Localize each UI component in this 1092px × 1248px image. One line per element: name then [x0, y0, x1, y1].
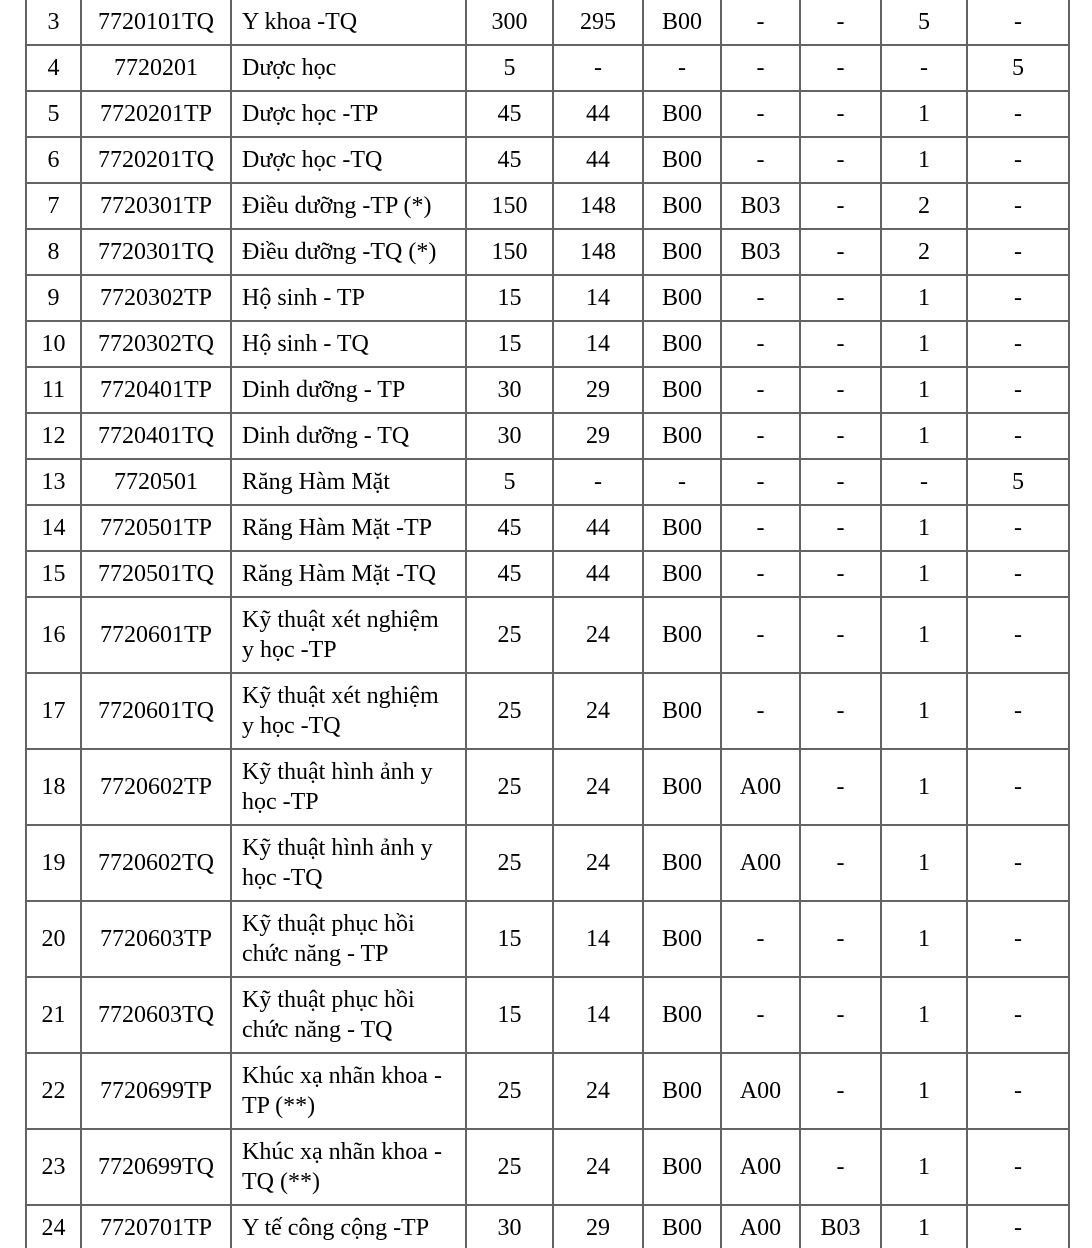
program-name-cell: Y tế công cộng -TP	[231, 1205, 466, 1248]
cell-c5: 24	[553, 597, 643, 673]
table-row	[26, 673, 1069, 749]
table-row	[26, 749, 1069, 825]
cell-c9: 1	[881, 367, 967, 413]
table-row	[26, 91, 1069, 137]
table-row	[26, 0, 1069, 45]
cell-c7: -	[721, 0, 800, 45]
cell-c8: -	[800, 977, 881, 1053]
stt-cell: 21	[26, 977, 81, 1053]
cell-c8: -	[800, 1129, 881, 1205]
cell-c8: -	[800, 45, 881, 91]
table-row	[26, 45, 1069, 91]
cell-c5: 24	[553, 825, 643, 901]
cell-c9: 1	[881, 551, 967, 597]
cell-c5: 44	[553, 551, 643, 597]
program-name-cell: Kỹ thuật xét nghiệm y học -TQ	[231, 673, 466, 749]
cell-c4: 45	[466, 91, 553, 137]
program-name-cell: Kỹ thuật phục hồi chức năng - TP	[231, 901, 466, 977]
cell-c8: B03	[800, 1205, 881, 1248]
cell-c10: -	[967, 597, 1069, 673]
cell-c6: B00	[643, 367, 721, 413]
program-code-cell: 7720401TP	[81, 367, 231, 413]
program-name-cell: Dược học -TQ	[231, 137, 466, 183]
cell-c9: 1	[881, 275, 967, 321]
stt-cell: 19	[26, 825, 81, 901]
table-row	[26, 505, 1069, 551]
cell-c6: B00	[643, 977, 721, 1053]
program-code-cell: 7720603TP	[81, 901, 231, 977]
program-code-cell: 7720301TP	[81, 183, 231, 229]
stt-cell: 4	[26, 45, 81, 91]
program-code-cell: 7720601TQ	[81, 673, 231, 749]
cell-c6: B00	[643, 137, 721, 183]
cell-c6: B00	[643, 551, 721, 597]
cell-c9: 1	[881, 749, 967, 825]
cell-c10: -	[967, 1205, 1069, 1248]
admissions-table-body	[26, 0, 1069, 1248]
program-name-cell: Dinh dưỡng - TQ	[231, 413, 466, 459]
cell-c5: 29	[553, 413, 643, 459]
cell-c9: 1	[881, 505, 967, 551]
program-name-cell: Điều dưỡng -TQ (*)	[231, 229, 466, 275]
cell-c9: 1	[881, 977, 967, 1053]
cell-c5: 44	[553, 505, 643, 551]
cell-c6: B00	[643, 901, 721, 977]
program-code-cell: 7720699TP	[81, 1053, 231, 1129]
cell-c7: -	[721, 45, 800, 91]
cell-c10: -	[967, 413, 1069, 459]
cell-c6: B00	[643, 505, 721, 551]
stt-cell: 24	[26, 1205, 81, 1248]
cell-c7: -	[721, 275, 800, 321]
cell-c4: 150	[466, 183, 553, 229]
cell-c6: B00	[643, 1053, 721, 1129]
program-name-cell: Dược học	[231, 45, 466, 91]
cell-c10: -	[967, 321, 1069, 367]
cell-c6: B00	[643, 597, 721, 673]
cell-c9: -	[881, 459, 967, 505]
cell-c9: 5	[881, 0, 967, 45]
program-code-cell: 7720302TQ	[81, 321, 231, 367]
program-name-cell: Khúc xạ nhãn khoa - TQ (**)	[231, 1129, 466, 1205]
stt-cell: 15	[26, 551, 81, 597]
cell-c8: -	[800, 229, 881, 275]
cell-c5: -	[553, 459, 643, 505]
cell-c9: -	[881, 45, 967, 91]
cell-c8: -	[800, 551, 881, 597]
cell-c7: -	[721, 91, 800, 137]
cell-c9: 2	[881, 183, 967, 229]
cell-c6: B00	[643, 229, 721, 275]
stt-cell: 18	[26, 749, 81, 825]
stt-cell: 9	[26, 275, 81, 321]
program-code-cell: 7720699TQ	[81, 1129, 231, 1205]
cell-c8: -	[800, 367, 881, 413]
program-name-cell: Kỹ thuật hình ảnh y học -TQ	[231, 825, 466, 901]
program-name-cell: Kỹ thuật xét nghiệm y học -TP	[231, 597, 466, 673]
cell-c7: A00	[721, 1205, 800, 1248]
table-row	[26, 137, 1069, 183]
cell-c8: -	[800, 505, 881, 551]
cell-c10: -	[967, 183, 1069, 229]
cell-c8: -	[800, 459, 881, 505]
table-row	[26, 275, 1069, 321]
cell-c5: 14	[553, 901, 643, 977]
cell-c7: -	[721, 459, 800, 505]
cell-c7: A00	[721, 749, 800, 825]
table-row	[26, 183, 1069, 229]
cell-c8: -	[800, 901, 881, 977]
cell-c10: -	[967, 91, 1069, 137]
cell-c7: -	[721, 977, 800, 1053]
cell-c7: B03	[721, 229, 800, 275]
cell-c5: 29	[553, 1205, 643, 1248]
cell-c9: 1	[881, 825, 967, 901]
stt-cell: 10	[26, 321, 81, 367]
cell-c5: 24	[553, 1053, 643, 1129]
cell-c5: 295	[553, 0, 643, 45]
cell-c8: -	[800, 321, 881, 367]
program-code-cell: 7720501TP	[81, 505, 231, 551]
cell-c7: -	[721, 505, 800, 551]
table-row	[26, 901, 1069, 977]
stt-cell: 12	[26, 413, 81, 459]
program-code-cell: 7720201	[81, 45, 231, 91]
cell-c4: 25	[466, 825, 553, 901]
cell-c10: -	[967, 749, 1069, 825]
stt-cell: 3	[26, 0, 81, 45]
cell-c5: 14	[553, 321, 643, 367]
program-code-cell: 7720602TP	[81, 749, 231, 825]
cell-c5: -	[553, 45, 643, 91]
cell-c5: 148	[553, 183, 643, 229]
cell-c9: 1	[881, 413, 967, 459]
stt-cell: 22	[26, 1053, 81, 1129]
cell-c6: B00	[643, 1205, 721, 1248]
cell-c10: -	[967, 673, 1069, 749]
cell-c9: 1	[881, 321, 967, 367]
program-code-cell: 7720101TQ	[81, 0, 231, 45]
program-name-cell: Hộ sinh - TQ	[231, 321, 466, 367]
cell-c10: -	[967, 505, 1069, 551]
program-code-cell: 7720602TQ	[81, 825, 231, 901]
cell-c6: B00	[643, 413, 721, 459]
cell-c4: 300	[466, 0, 553, 45]
program-name-cell: Điều dưỡng -TP (*)	[231, 183, 466, 229]
cell-c7: A00	[721, 825, 800, 901]
table-row	[26, 1053, 1069, 1129]
cell-c4: 15	[466, 275, 553, 321]
cell-c7: A00	[721, 1053, 800, 1129]
cell-c5: 14	[553, 977, 643, 1053]
cell-c10: -	[967, 275, 1069, 321]
cell-c7: B03	[721, 183, 800, 229]
cell-c7: -	[721, 551, 800, 597]
cell-c7: -	[721, 597, 800, 673]
cell-c6: -	[643, 45, 721, 91]
admissions-table	[25, 0, 1070, 1248]
cell-c4: 25	[466, 673, 553, 749]
cell-c7: A00	[721, 1129, 800, 1205]
cell-c7: -	[721, 367, 800, 413]
table-row	[26, 597, 1069, 673]
table-row	[26, 367, 1069, 413]
program-name-cell: Y khoa -TQ	[231, 0, 466, 45]
stt-cell: 6	[26, 137, 81, 183]
table-row	[26, 1129, 1069, 1205]
cell-c5: 44	[553, 137, 643, 183]
table-row	[26, 413, 1069, 459]
cell-c4: 25	[466, 597, 553, 673]
cell-c4: 25	[466, 749, 553, 825]
program-code-cell: 7720301TQ	[81, 229, 231, 275]
cell-c5: 24	[553, 673, 643, 749]
stt-cell: 23	[26, 1129, 81, 1205]
program-code-cell: 7720201TP	[81, 91, 231, 137]
cell-c8: -	[800, 1053, 881, 1129]
cell-c5: 14	[553, 275, 643, 321]
program-name-cell: Kỹ thuật phục hồi chức năng - TQ	[231, 977, 466, 1053]
table-row	[26, 229, 1069, 275]
cell-c8: -	[800, 183, 881, 229]
cell-c6: B00	[643, 321, 721, 367]
cell-c4: 5	[466, 459, 553, 505]
stt-cell: 8	[26, 229, 81, 275]
cell-c6: -	[643, 459, 721, 505]
cell-c8: -	[800, 825, 881, 901]
cell-c7: -	[721, 137, 800, 183]
cell-c4: 45	[466, 551, 553, 597]
stt-cell: 20	[26, 901, 81, 977]
table-row	[26, 459, 1069, 505]
table-row	[26, 977, 1069, 1053]
cell-c10: 5	[967, 45, 1069, 91]
cell-c6: B00	[643, 825, 721, 901]
stt-cell: 16	[26, 597, 81, 673]
cell-c6: B00	[643, 749, 721, 825]
cell-c8: -	[800, 673, 881, 749]
cell-c9: 1	[881, 1053, 967, 1129]
program-code-cell: 7720501	[81, 459, 231, 505]
cell-c10: -	[967, 1129, 1069, 1205]
cell-c8: -	[800, 137, 881, 183]
cell-c5: 44	[553, 91, 643, 137]
cell-c4: 30	[466, 413, 553, 459]
program-name-cell: Dược học -TP	[231, 91, 466, 137]
cell-c9: 1	[881, 91, 967, 137]
table-row	[26, 825, 1069, 901]
cell-c10: -	[967, 977, 1069, 1053]
cell-c10: -	[967, 901, 1069, 977]
cell-c7: -	[721, 321, 800, 367]
stt-cell: 13	[26, 459, 81, 505]
program-code-cell: 7720201TQ	[81, 137, 231, 183]
cell-c4: 25	[466, 1053, 553, 1129]
cell-c4: 150	[466, 229, 553, 275]
cell-c6: B00	[643, 91, 721, 137]
cell-c10: -	[967, 229, 1069, 275]
program-name-cell: Kỹ thuật hình ảnh y học -TP	[231, 749, 466, 825]
cell-c4: 30	[466, 1205, 553, 1248]
cell-c9: 1	[881, 137, 967, 183]
cell-c8: -	[800, 413, 881, 459]
cell-c10: 5	[967, 459, 1069, 505]
cell-c4: 15	[466, 321, 553, 367]
cell-c9: 1	[881, 597, 967, 673]
program-name-cell: Hộ sinh - TP	[231, 275, 466, 321]
cell-c8: -	[800, 597, 881, 673]
cell-c8: -	[800, 749, 881, 825]
cell-c4: 45	[466, 505, 553, 551]
stt-cell: 11	[26, 367, 81, 413]
table-row	[26, 321, 1069, 367]
cell-c6: B00	[643, 673, 721, 749]
cell-c9: 1	[881, 1129, 967, 1205]
cell-c8: -	[800, 275, 881, 321]
cell-c5: 148	[553, 229, 643, 275]
cell-c5: 24	[553, 1129, 643, 1205]
program-code-cell: 7720401TQ	[81, 413, 231, 459]
program-name-cell: Răng Hàm Mặt	[231, 459, 466, 505]
cell-c10: -	[967, 137, 1069, 183]
program-code-cell: 7720501TQ	[81, 551, 231, 597]
program-code-cell: 7720302TP	[81, 275, 231, 321]
stt-cell: 7	[26, 183, 81, 229]
cell-c8: -	[800, 91, 881, 137]
cell-c10: -	[967, 1053, 1069, 1129]
cell-c4: 5	[466, 45, 553, 91]
cell-c10: -	[967, 0, 1069, 45]
cell-c4: 25	[466, 1129, 553, 1205]
cell-c7: -	[721, 413, 800, 459]
cell-c6: B00	[643, 1129, 721, 1205]
program-name-cell: Răng Hàm Mặt -TQ	[231, 551, 466, 597]
cell-c7: -	[721, 673, 800, 749]
program-code-cell: 7720603TQ	[81, 977, 231, 1053]
program-name-cell: Khúc xạ nhãn khoa - TP (**)	[231, 1053, 466, 1129]
cell-c9: 1	[881, 673, 967, 749]
program-code-cell: 7720601TP	[81, 597, 231, 673]
stt-cell: 5	[26, 91, 81, 137]
program-name-cell: Dinh dưỡng - TP	[231, 367, 466, 413]
table-row	[26, 551, 1069, 597]
cell-c9: 2	[881, 229, 967, 275]
cell-c5: 29	[553, 367, 643, 413]
cell-c8: -	[800, 0, 881, 45]
cell-c4: 45	[466, 137, 553, 183]
cell-c10: -	[967, 367, 1069, 413]
program-code-cell: 7720701TP	[81, 1205, 231, 1248]
table-row	[26, 1205, 1069, 1248]
cell-c6: B00	[643, 275, 721, 321]
cell-c4: 15	[466, 977, 553, 1053]
cell-c9: 1	[881, 901, 967, 977]
cell-c7: -	[721, 901, 800, 977]
cell-c6: B00	[643, 0, 721, 45]
cell-c6: B00	[643, 183, 721, 229]
cell-c4: 15	[466, 901, 553, 977]
cell-c5: 24	[553, 749, 643, 825]
cell-c10: -	[967, 551, 1069, 597]
stt-cell: 14	[26, 505, 81, 551]
stt-cell: 17	[26, 673, 81, 749]
cell-c10: -	[967, 825, 1069, 901]
cell-c4: 30	[466, 367, 553, 413]
cell-c9: 1	[881, 1205, 967, 1248]
program-name-cell: Răng Hàm Mặt -TP	[231, 505, 466, 551]
